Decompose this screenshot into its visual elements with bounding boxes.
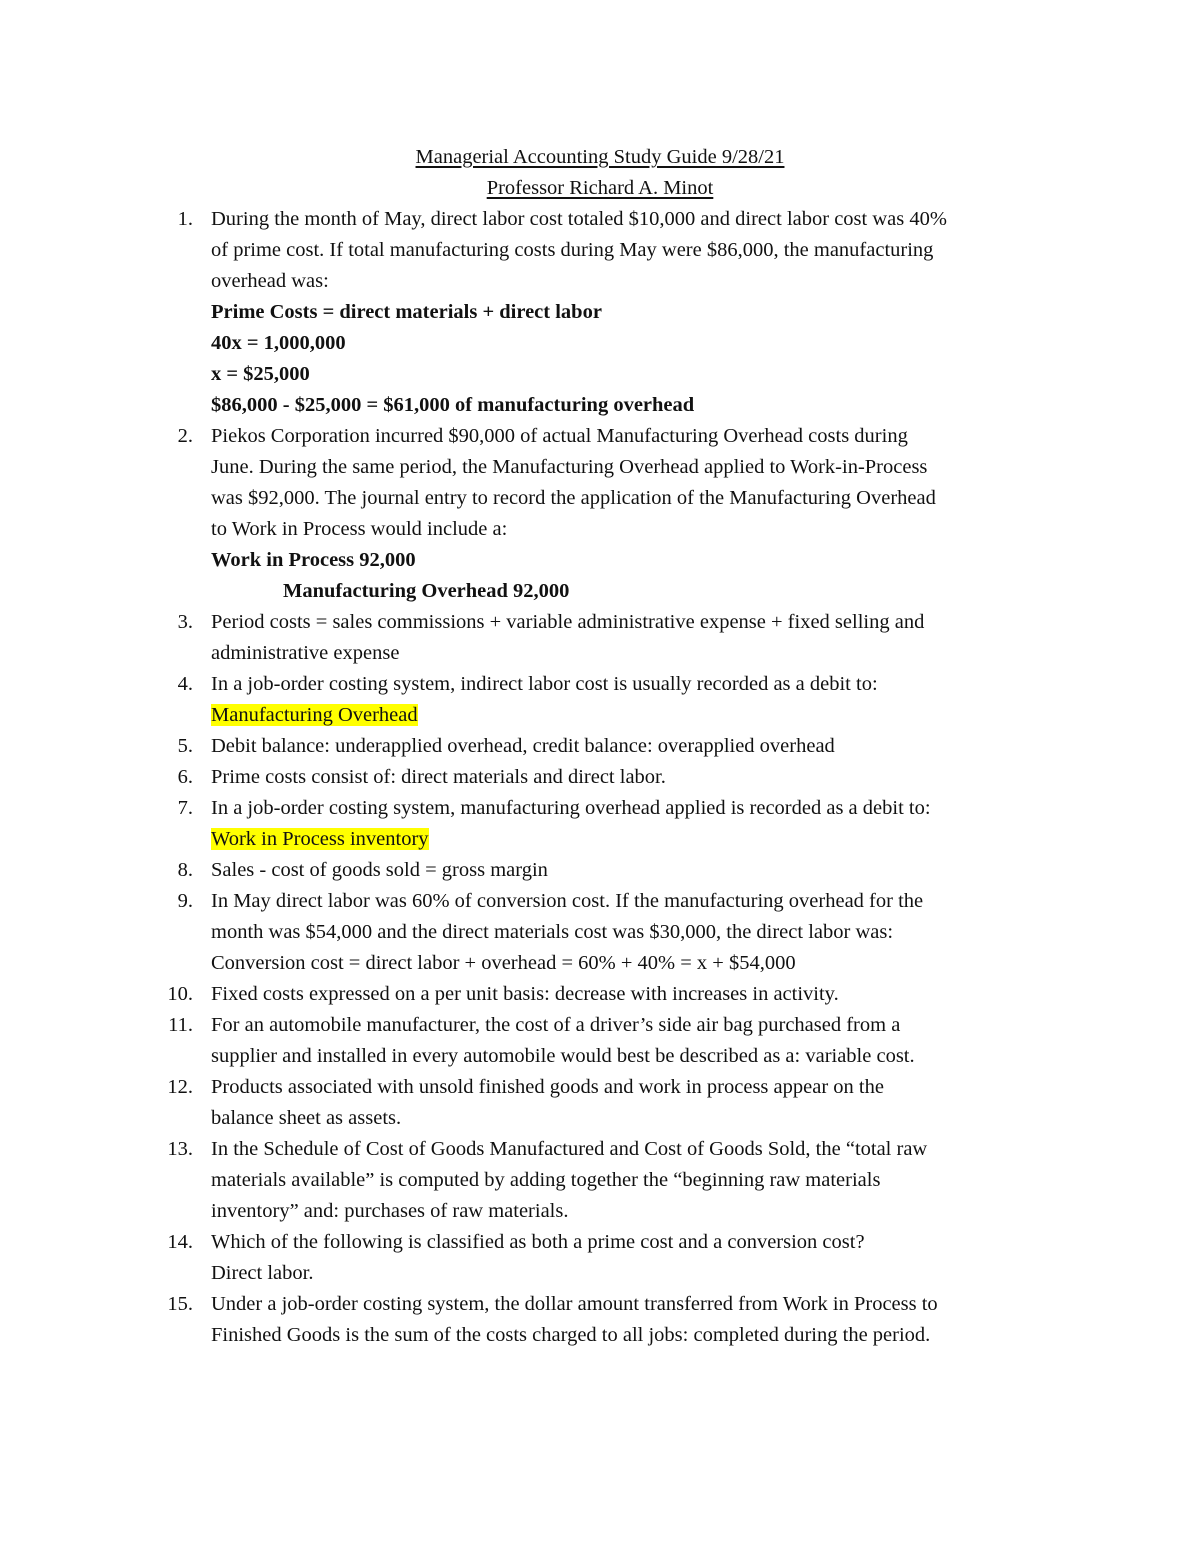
question-line: materials available” is computed by adding together the “beginning raw materials [211,1169,881,1191]
list-item [0,979,1061,1010]
question-line: Direct labor. [211,1262,314,1284]
question-line: For an automobile manufacturer, the cost of a driver’s side air bag purchased from a [211,1014,901,1036]
question-line: to Work in Process would include a: [211,518,508,540]
highlighted-answer: Work in Process inventory [211,828,429,850]
item-number: 6. [177,766,193,788]
question-line: Piekos Corporation incurred $90,000 of actual Manufacturing Overhead costs during [211,425,908,447]
question-line: balance sheet as assets. [211,1107,402,1129]
question-list [0,204,1200,1351]
question-line: Debit balance: underapplied overhead, credit balance: overapplied overhead [211,735,835,757]
question-line: administrative expense [211,642,400,664]
question-line: overhead was: [211,270,329,292]
question-line: June. During the same period, the Manufacturing Overhead applied to Work-in-Process [211,456,928,478]
question-line: Under a job-order costing system, the dollar amount transferred from Work in Process to [211,1293,938,1315]
answer-line: x = $25,000 [211,363,310,385]
list-item [0,886,1061,979]
item-number: 3. [177,611,193,633]
list-item [0,421,1061,607]
question-line: In May direct labor was 60% of conversion cost. If the manufacturing overhead for the [211,890,924,912]
question-line: supplier and installed in every automobile would best be described as a: variable cost. [211,1045,915,1067]
list-item [0,1227,1061,1289]
item-number: 1. [177,208,193,230]
question-line: In the Schedule of Cost of Goods Manufactured and Cost of Goods Sold, the “total raw [211,1138,928,1160]
list-item [0,1289,1061,1351]
list-item [0,793,1061,855]
document-title: Managerial Accounting Study Guide 9/28/21 [415,146,785,168]
journal-debit-line: Work in Process 92,000 [211,549,416,571]
question-line: inventory” and: purchases of raw materials. [211,1200,569,1222]
question-line: was $92,000. The journal entry to record the application of the Manufacturing Overhead [211,487,936,509]
item-number: 12. [167,1076,193,1098]
question-line: Prime costs consist of: direct materials and direct labor. [211,766,666,788]
list-item [0,731,1061,762]
answer-line: $86,000 - $25,000 = $61,000 of manufacturing overhead [211,394,695,416]
question-line: Period costs = sales commissions + variable administrative expense + fixed selling and [211,611,925,633]
item-number: 15. [167,1293,193,1315]
question-line: Fixed costs expressed on a per unit basis: decrease with increases in activity. [211,983,839,1005]
item-number: 7. [177,797,193,819]
list-item [0,204,1061,421]
question-line: month was $54,000 and the direct materials cost was $30,000, the direct labor was: [211,921,894,943]
question-line: Sales - cost of goods sold = gross margin [211,859,548,881]
item-number: 9. [177,890,193,912]
answer-line: 40x = 1,000,000 [211,332,346,354]
item-number: 11. [168,1014,193,1036]
list-item [0,855,1061,886]
question-line: Conversion cost = direct labor + overhead = 60% + 40% = x + $54,000 [211,952,796,974]
question-line: During the month of May, direct labor cost totaled $10,000 and direct labor cost was 40% [211,208,947,230]
list-item [0,669,1061,731]
answer-line: Prime Costs = direct materials + direct labor [211,301,602,323]
item-number: 4. [177,673,193,695]
question-line: Which of the following is classified as both a prime cost and a conversion cost? [211,1231,865,1253]
item-number: 13. [167,1138,193,1160]
highlighted-answer: Manufacturing Overhead [211,704,418,726]
item-number: 14. [167,1231,193,1253]
item-number: 10. [167,983,193,1005]
item-number: 8. [177,859,193,881]
question-line: In a job-order costing system, manufacturing overhead applied is recorded as a debit to: [211,797,931,819]
question-line: of prime cost. If total manufacturing costs during May were $86,000, the manufacturing [211,239,934,261]
list-item [0,1010,1061,1072]
list-item [0,762,1061,793]
question-line: Finished Goods is the sum of the costs charged to all jobs: completed during the period. [211,1324,931,1346]
item-number: 5. [177,735,193,757]
question-line: In a job-order costing system, indirect labor cost is usually recorded as a debit to: [211,673,878,695]
item-number: 2. [177,425,193,447]
list-item [0,607,1061,669]
list-item [0,1072,1061,1134]
journal-credit-line: Manufacturing Overhead 92,000 [283,580,570,602]
question-line: Products associated with unsold finished goods and work in process appear on the [211,1076,884,1098]
document-subtitle: Professor Richard A. Minot [486,177,714,199]
list-item [0,1134,1061,1227]
